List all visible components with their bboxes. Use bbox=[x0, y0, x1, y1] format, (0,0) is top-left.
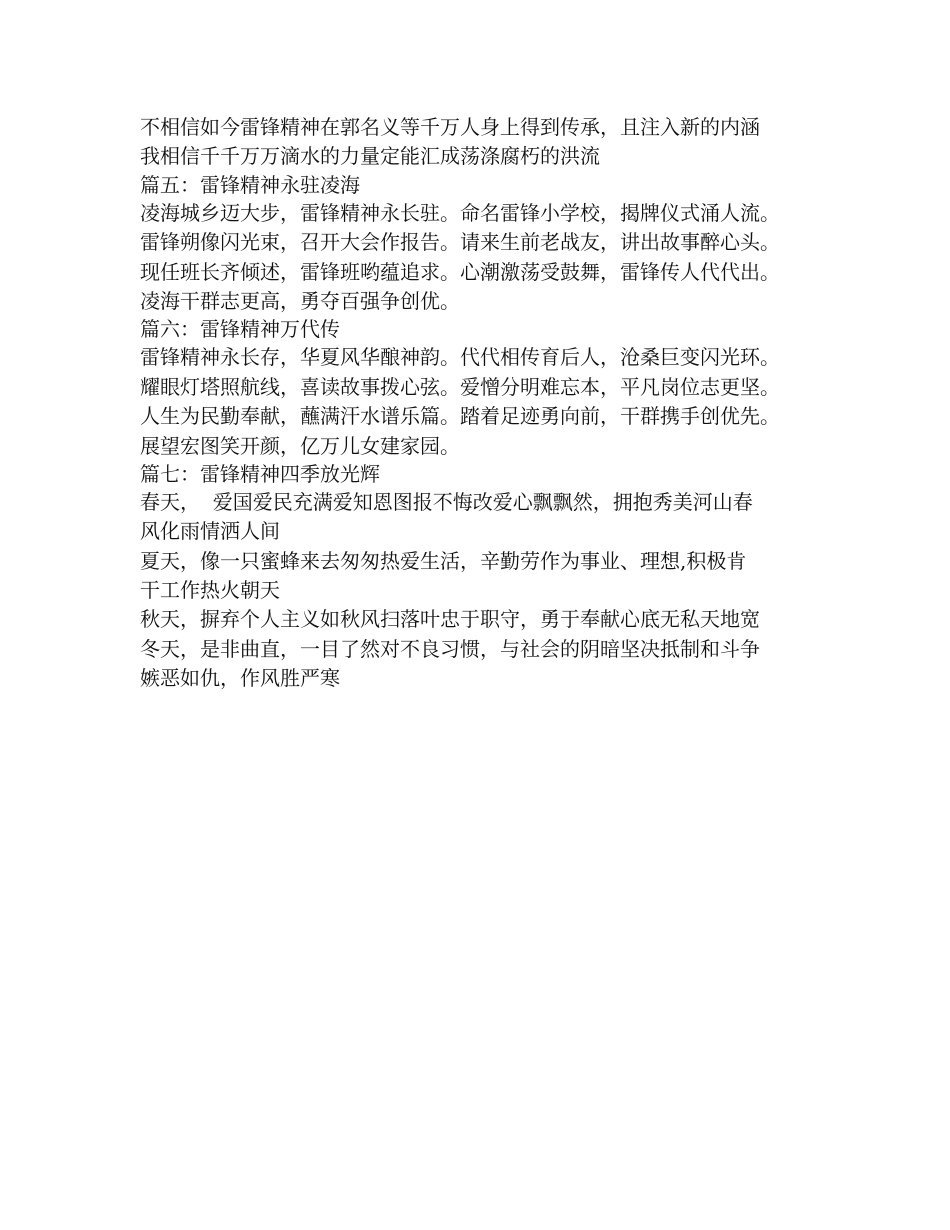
text-line: 嫉恶如仇，作风胜严寒 bbox=[140, 666, 340, 691]
text-line: 不相信如今雷锋精神在郭名义等千万人身上得到传承，且注入新的内涵 bbox=[140, 115, 760, 139]
section-heading: 篇六：雷锋精神万代传 bbox=[140, 317, 340, 342]
text-line: 秋天，摒弃个人主义如秋风扫落叶忠于职守，勇于奉献心底无私天地宽 bbox=[140, 607, 760, 632]
text-line: 我相信千千万万滴水的力量定能汇成荡涤腐朽的洪流 bbox=[140, 144, 600, 169]
section-heading: 篇七：雷锋精神四季放光辉 bbox=[140, 461, 380, 486]
text-line: 春天， 爱国爱民充满爱知恩图报不悔改爱心飘飘然，拥抱秀美河山春 bbox=[140, 489, 753, 514]
document-page bbox=[140, 113, 840, 694]
text-line: 耀眼灯塔照航线，喜读故事拨心弦。爱憎分明难忘本，平凡岗位志更坚。 bbox=[140, 374, 780, 399]
text-line: 风化雨情洒人间 bbox=[140, 519, 280, 544]
section-heading: 篇五：雷锋精神永驻凌海 bbox=[140, 172, 360, 197]
text-line: 展望宏图笑开颜，亿万儿女建家园。 bbox=[140, 433, 460, 458]
text-line: 人生为民勤奉献，蘸满汗水谱乐篇。踏着足迹勇向前，干群携手创优先。 bbox=[140, 404, 780, 429]
text-line: 雷锋朔像闪光束，召开大会作报告。请来生前老战友，讲出故事醉心头。 bbox=[140, 230, 780, 255]
text-line: 凌海城乡迈大步，雷锋精神永长驻。命名雷锋小学校，揭牌仪式涌人流。 bbox=[140, 200, 780, 225]
text-line: 干工作热火朝天 bbox=[140, 578, 280, 603]
text-line: 现任班长齐倾述，雷锋班哟蕴追求。心潮激荡受鼓舞，雷锋传人代代出。 bbox=[140, 259, 780, 284]
text-line: 冬天，是非曲直，一目了然对不良习惯，与社会的阴暗坚决抵制和斗争 bbox=[140, 636, 760, 661]
text-line: 雷锋精神永长存，华夏风华酿神韵。代代相传育后人，沧桑巨变闪光环。 bbox=[140, 345, 780, 370]
text-line: 凌海干群志更高，勇夺百强争创优。 bbox=[140, 288, 460, 313]
text-line: 夏天，像一只蜜蜂来去匆匆热爱生活，辛勤劳作为事业、理想,积极肯 bbox=[140, 548, 747, 573]
